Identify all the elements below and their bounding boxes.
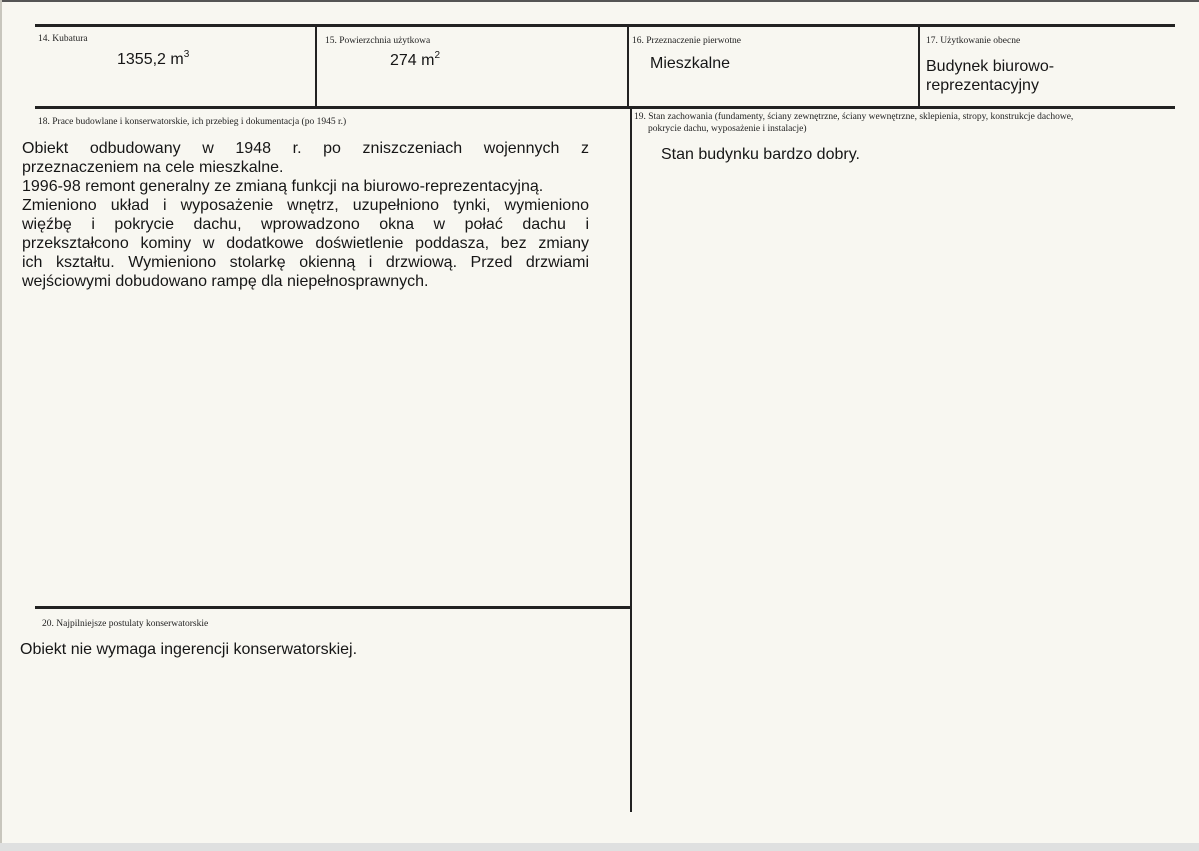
stan-value: Stan budynku bardzo dobry. [661,146,860,163]
uzytkowanie-label: 17. Użytkowanie obecne [926,36,1021,46]
uzytkowanie-value-line-2: reprezentacyjny [926,77,1039,94]
prace-line-8: wejściowymi dobudowano rampę dla niepełnosprawnych. [22,273,429,290]
kubatura-number: 1355,2 m [117,51,184,68]
prace-text [22,139,589,291]
page-bottom-strip [0,843,1199,851]
prace-line-5: więźbę i pokrycie dachu, wprowadzono okna w połać dachu i [22,216,589,233]
divider-18-19 [630,107,632,812]
postulaty-value: Obiekt nie wymaga ingerencji konserwatorskiej. [20,641,358,658]
kubatura-value [117,50,189,69]
stan-label-line-1: 19. Stan zachowania (fundamenty, ściany zewnętrzne, ściany wewnętrzne, sklepienia, stropy, konstrukcje dachowe, [634,112,1074,122]
prace-line-3: 1996-98 remont generalny ze zmianą funkcji na biurowo-reprezentacyjną. [22,178,544,195]
powierzchnia-value [390,51,440,70]
postulaty-label: 20. Najpilniejsze postulaty konserwatorskie [42,619,209,629]
prace-line-1: Obiekt odbudowany w 1948 r. po zniszczeniach wojennych z [22,140,589,157]
page-left-edge [0,0,2,851]
powierzchnia-number: 274 m [390,52,435,69]
powierzchnia-exponent: 2 [434,50,441,61]
divider-14-15 [315,25,317,108]
przeznaczenie-value: Mieszkalne [650,55,731,72]
divider-16-17 [918,25,920,108]
kubatura-label: 14. Kubatura [38,34,88,44]
prace-line-2: przeznaczeniem na cele mieszkalne. [22,159,284,176]
divider-15-16 [627,25,629,108]
page-top-edge [0,0,1199,2]
prace-label: 18. Prace budowlane i konserwatorskie, ich przebieg i dokumentacja (po 1945 r.) [38,117,347,127]
przeznaczenie-label: 16. Przeznaczenie pierwotne [632,36,741,46]
uzytkowanie-value-line-1: Budynek biurowo- [926,58,1055,75]
stan-label-line-2: pokrycie dachu, wyposażenie i instalacje) [648,124,807,134]
row1-bottom-line [35,106,1175,109]
prace-line-6: przekształcono kominy w dodatkowe doświetlenie poddasza, bez zmiany [22,235,589,252]
prace-line-4: Zmieniono układ i wyposażenie wnętrz, uzupełniono tynki, wymieniono [22,197,589,214]
prace-line-7: ich kształtu. Wymieniono stolarkę okienną i drzwiową. Przed drzwiami [22,254,589,271]
section-20-top-line [35,606,632,609]
top-border-line [35,24,1175,27]
kubatura-exponent: 3 [183,49,190,60]
powierzchnia-label: 15. Powierzchnia użytkowa [325,36,431,46]
